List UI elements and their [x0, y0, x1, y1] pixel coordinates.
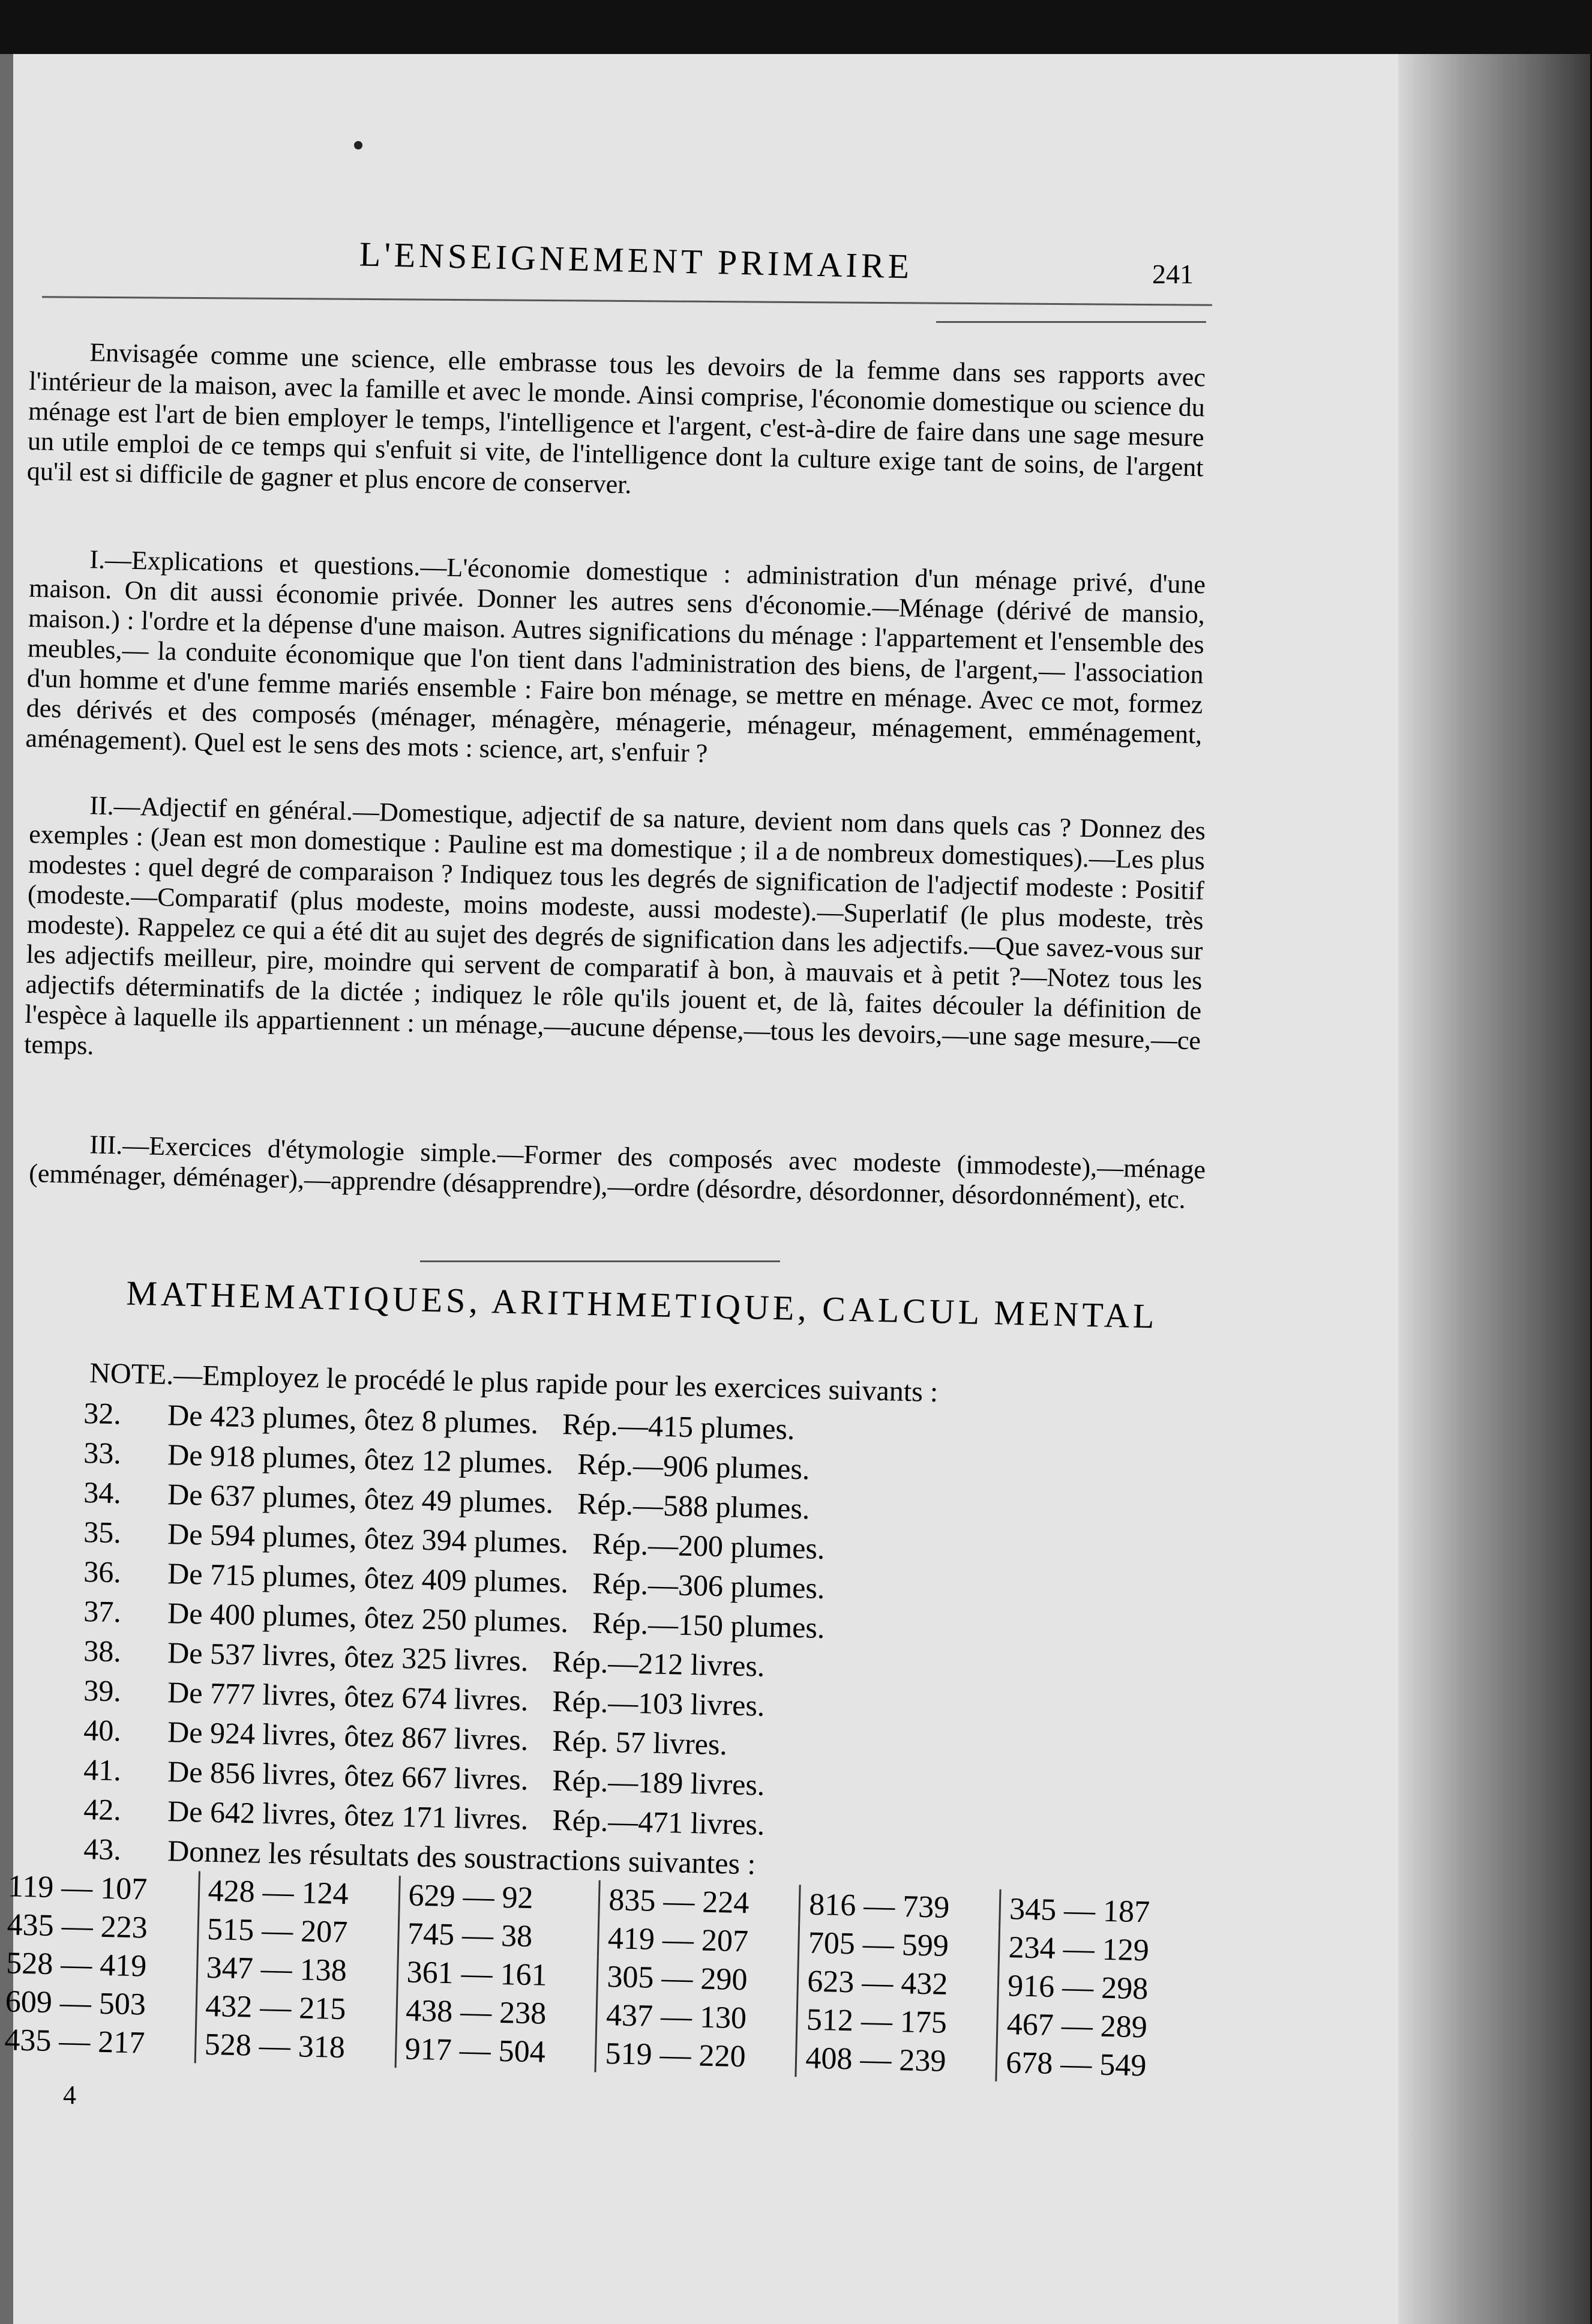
- exercise-answer: Rép.—103 livres.: [551, 1684, 766, 1723]
- exercise-text: De 918 plumes, ôtez 12 plumes.: [167, 1437, 554, 1480]
- subtraction-cell: 916 — 298: [998, 1966, 1198, 2009]
- exercise-text: De 924 livres, ôtez 867 livres.: [167, 1715, 529, 1757]
- exercise-text: De 642 livres, ôtez 171 livres.: [167, 1794, 529, 1836]
- exercise-number: 35.: [83, 1514, 122, 1550]
- subtraction-cell: 528 — 419: [5, 1945, 147, 1984]
- exercise-number: 40.: [83, 1712, 122, 1748]
- subtraction-cell: 515 — 207: [197, 1910, 398, 1953]
- subtraction-cell: 345 — 187: [1000, 1889, 1200, 1933]
- running-head: L'ENSEIGNEMENT PRIMAIRE: [359, 234, 913, 286]
- exercise-answer: Rép. 57 livres.: [551, 1723, 728, 1762]
- exercise-number: 38.: [83, 1633, 122, 1669]
- paragraph-etymologie-text: III.—Exercices d'étymologie simple.—Former des composés avec modeste (immodeste),—ménage (emménager, déménager),—apprendre (désapprendre),—ordre (désordre, désordonner, désordonnément), etc.: [28, 1130, 1206, 1214]
- exercise-answer: Rép.—471 livres.: [551, 1802, 766, 1841]
- signature-mark: 4: [63, 2080, 76, 2110]
- subtraction-cell: 419 — 207: [598, 1919, 799, 1962]
- section-note: NOTE.—Employez le procédé le plus rapide pour les exercices suivants :: [89, 1356, 939, 1409]
- exercise-text: De 715 plumes, ôtez 409 plumes.: [167, 1556, 569, 1600]
- exercise-text: De 777 livres, ôtez 674 livres.: [167, 1675, 529, 1717]
- exercise-number: 33.: [83, 1435, 122, 1471]
- exercise-answer: Rép.—906 plumes.: [577, 1446, 811, 1486]
- subtraction-cell: 835 — 224: [599, 1880, 800, 1924]
- exercise-number: 43.: [83, 1831, 122, 1867]
- subtraction-table: [0, 1867, 1200, 2086]
- exercise-number: 32.: [83, 1395, 122, 1431]
- subtraction-cell: 816 — 739: [799, 1885, 1000, 1928]
- subtraction-cell: 609 — 503: [5, 1984, 146, 2022]
- subtraction-cell: 435 — 217: [4, 2022, 146, 2061]
- exercise-text: De 637 plumes, ôtez 49 plumes.: [167, 1477, 554, 1520]
- exercise-answer: Rép.—306 plumes.: [592, 1566, 826, 1606]
- exercise-text: De 537 livres, ôtez 325 livres.: [167, 1636, 529, 1678]
- subtraction-cell: 437 — 130: [596, 1996, 798, 2039]
- header-rule-short: [936, 321, 1206, 323]
- subtraction-cell: 467 — 289: [997, 2005, 1197, 2048]
- subtraction-cell: 361 — 161: [397, 1952, 598, 1996]
- section-divider: [420, 1260, 780, 1262]
- exercise-number: 34.: [83, 1475, 122, 1510]
- paragraph-adjectif: [24, 789, 1206, 1086]
- paragraph-explications: [25, 543, 1206, 780]
- exercise-answer: Rép.—200 plumes.: [592, 1526, 826, 1566]
- subtraction-cell: 705 — 599: [799, 1923, 1000, 1966]
- exercise-answer: Rép.—150 plumes.: [592, 1606, 826, 1645]
- subtraction-cell: 528 — 318: [195, 2024, 396, 2068]
- paragraph-adjectif-text: II.—Adjectif en général.—Domestique, adjectif de sa nature, devient nom dans quels cas ? Donnez des exemples : (Jean est mon domestique : Pauline est ma domestique ; il a de nombreux domestiques).—Les plus modestes : quel degré de comparaison ? Indiquez tous les degrés de signification de l'adjectif modeste : Positif (modeste.—Comparatif (plus modeste, moins modeste, aussi modeste).—Superlatif (le plus modeste, très modeste). Rappelez ce qui a été dit au sujet des degrés de signification dans les adjectifs.—Que savez-vous sur les adjectifs meilleur, pire, moindre qui servent de comparatif à bon, à mauvais et à petit ?—Notez tous les adjectifs déterminatifs de la dictée ; indiquez le rôle qu'ils jouent et, de là, faites découler la définition de l'espèce à laquelle ils appartiennent : un ménage,—aucune dépense,—tous les devoirs,—une sage mesure,—ce temps.: [23, 790, 1206, 1061]
- exercise-text: De 400 plumes, ôtez 250 plumes.: [167, 1596, 569, 1639]
- subtraction-cell: 438 — 238: [396, 1991, 597, 2034]
- paragraph-explications-text: I.—Explications et questions.—L'économie domestique : administration d'un ménage privé, d'une maison. On dit aussi économie privée. Donner les autres sens d'économie.—Ménage (dérivé de mansio, maison.) : l'ordre et la dépense d'une maison. Autres significations du ménage : l'appartement et l'ensemble des meubles,— la conduite économique que l'on tient dans l'administration des biens, de l'argent,— l'association d'un homme et d'une femme mariés ensemble : Faire bon ménage, se mettre en ménage. Avec ce mot, formez des dérivés et des composés (ménager, ménagère, ménagerie, ménageur, ménagement, emménagement, aménagement). Quel est le sens des mots : science, art, s'enfuir ?: [25, 544, 1206, 768]
- subtraction-cell: 234 — 129: [999, 1928, 1199, 1971]
- subtraction-cell: 745 — 38: [398, 1914, 599, 1957]
- subtraction-cell: 428 — 124: [199, 1871, 400, 1915]
- exercise-number: 41.: [83, 1752, 122, 1787]
- exercise-answer: Rép.—415 plumes.: [562, 1407, 796, 1446]
- exercise-number: 42.: [83, 1792, 122, 1827]
- binding-shadow: [1398, 54, 1590, 2324]
- subtraction-cell: 519 — 220: [595, 2034, 796, 2077]
- section-title: MATHEMATIQUES, ARITHMETIQUE, CALCUL MENTAL: [125, 1273, 1159, 1336]
- subtraction-cell: 512 — 175: [797, 2000, 998, 2043]
- subtraction-cell: 305 — 290: [597, 1957, 798, 2000]
- subtraction-cell: 432 — 215: [196, 1986, 397, 2029]
- exercise-number: 36.: [83, 1554, 122, 1589]
- exercise-answer: Rép.—588 plumes.: [577, 1486, 811, 1526]
- exercise-text: De 856 livres, ôtez 667 livres.: [167, 1754, 529, 1796]
- exercise-text: Donnez les résultats des soustractions suivantes :: [167, 1834, 757, 1881]
- subtraction-cell: 623 — 432: [798, 1961, 999, 2005]
- exercise-answer: Rép.—189 livres.: [551, 1763, 766, 1802]
- subtraction-cell: 435 — 223: [7, 1907, 148, 1945]
- subtraction-cell: 347 — 138: [197, 1948, 398, 1991]
- page-number: 241: [1152, 259, 1194, 289]
- exercise-answer: Rép.—212 livres.: [551, 1644, 766, 1683]
- exercise-number: 37.: [83, 1594, 122, 1629]
- exercise-text: De 594 plumes, ôtez 394 plumes.: [167, 1517, 569, 1560]
- subtraction-cell: 917 — 504: [395, 2029, 596, 2073]
- ink-speck: [354, 141, 362, 149]
- exercise-text: De 423 plumes, ôtez 8 plumes.: [167, 1398, 539, 1440]
- subtraction-cell: 408 — 239: [796, 2038, 997, 2082]
- subtraction-cell: 629 — 92: [398, 1876, 599, 1919]
- exercise-number: 39.: [83, 1673, 122, 1708]
- paragraph-intro-text: Envisagée comme une science, elle embrasse tous les devoirs de la femme dans ses rapports avec l'intérieur de la maison, avec la famille et avec le monde. Ainsi comprise, l'économie domestique ou science du ménage est l'art de bien employer le temps, l'intelligence et l'argent, c'est-à-dire de faire dans une sage mesure un utile emploi de ce temps qui s'enfuit si vite, de l'intelligence dont la culture exige tant de soins, de l'argent qu'il est si difficile de gagner et plus encore de conserver.: [26, 337, 1206, 499]
- paragraph-intro: [26, 336, 1206, 513]
- subtraction-cell: 678 — 549: [996, 2043, 1196, 2086]
- subtraction-cell: 119 — 107: [7, 1868, 148, 1907]
